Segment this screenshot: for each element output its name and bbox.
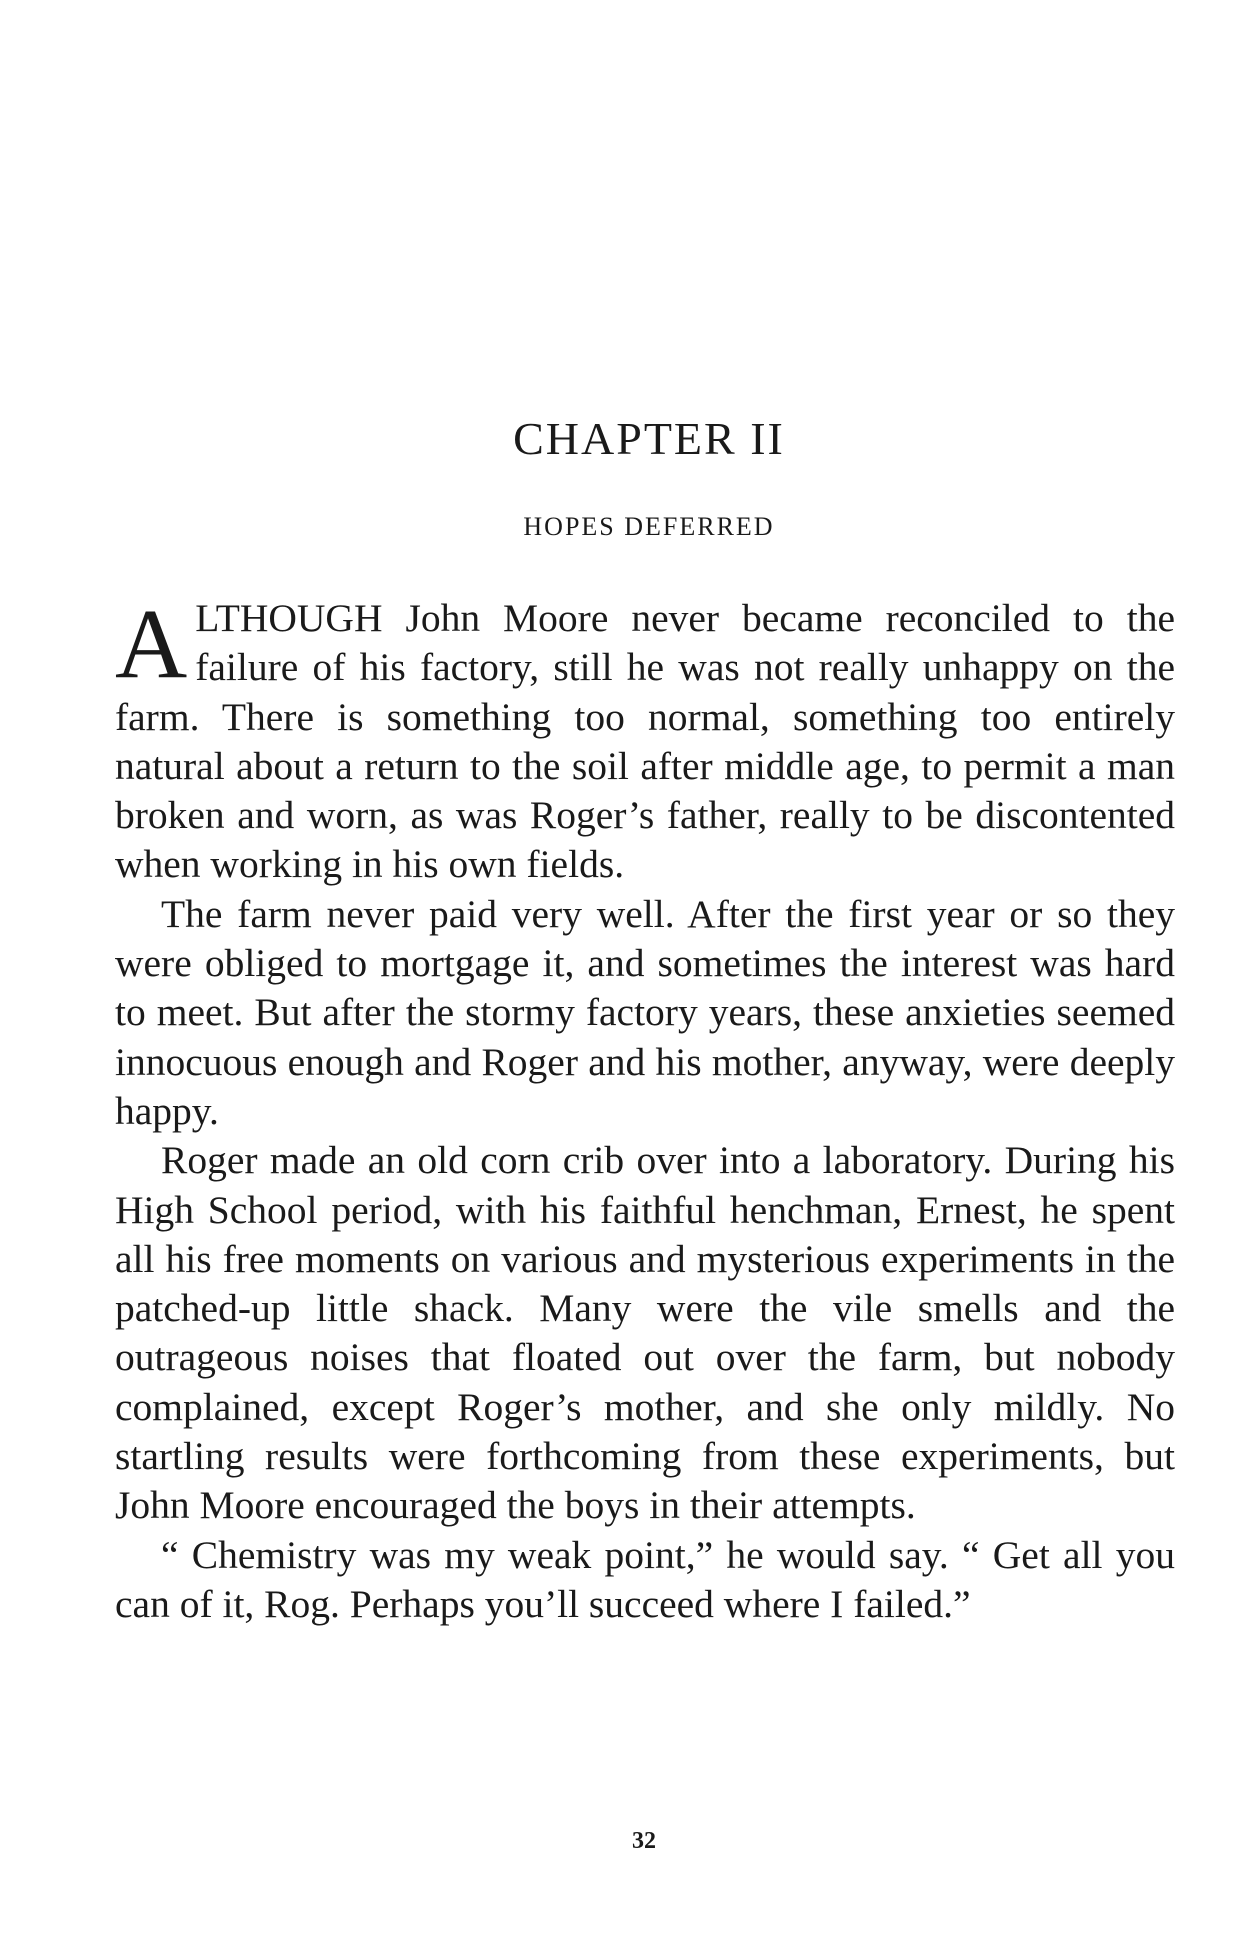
paragraph — [115, 588, 1175, 890]
chapter-title: HOPES DEFERRED — [523, 512, 775, 541]
paragraph: Roger made an old corn crib over into a laboratory. During his High School period, with his faithful henchman, Ernest, he spent all his free moments on various and mysterious experiments in the patched-up little shack. Many were the vile smells and the outrageous noises that floated out over the farm, but nobody complained, except Roger’s mother, and she only mildly. No startling results were forthcoming from these experiments, but John Moore encouraged the boys in their attempts. — [115, 1138, 1175, 1528]
paragraph: The farm never paid very well. After the first year or so they were obliged to mortgage it, and sometimes the interest was hard to meet. But after the stormy factory years, these anxieties seemed innocuous enough and Roger and his mother, anyway, were deeply happy. — [115, 891, 1175, 1133]
drop-cap: A — [115, 588, 188, 699]
chapter-number: CHAPTER II — [513, 413, 785, 464]
paragraph: “ Chemistry was my weak point,” he would say. “ Get all you can of it, Rog. Perhaps you’ll succeed where I failed.” — [115, 1532, 1175, 1626]
chapter-body — [115, 588, 1175, 1629]
paragraph-text: LTHOUGH John Moore never became reconciled to the failure of his factory, still he was not really unhappy on the farm. There is something too normal, something too entirely natural about a return to the soil after middle age, to permit a man broken and worn, as was Roger’s father, really to be discontented when working in his own fields. — [115, 596, 1175, 887]
page-number: 32 — [632, 1828, 656, 1854]
